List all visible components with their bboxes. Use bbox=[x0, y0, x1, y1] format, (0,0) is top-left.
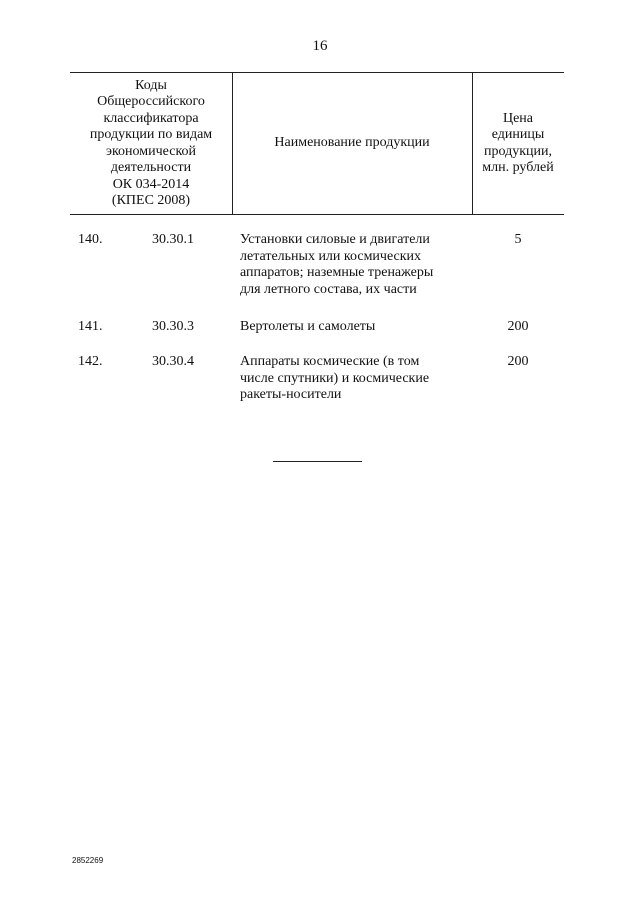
header-price-label: Цена единицы продукции, млн. рублей bbox=[482, 110, 554, 175]
row-code: 30.30.4 bbox=[152, 354, 194, 369]
header-codes-label: Коды Общероссийского классификатора продукции по видам экономической деятельности ОК 034-2014 (КПЕС 2008) bbox=[89, 77, 213, 208]
row-code: 30.30.1 bbox=[152, 232, 194, 247]
row-code: 30.30.3 bbox=[152, 319, 194, 334]
header-codes bbox=[70, 73, 233, 214]
row-number: 142. bbox=[78, 354, 103, 369]
row-price: 5 bbox=[514, 232, 522, 247]
document-code: 2852269 bbox=[72, 856, 104, 865]
row-price: 200 bbox=[507, 354, 529, 369]
end-divider bbox=[273, 461, 362, 462]
table-header bbox=[70, 72, 564, 215]
row-name: Аппараты космические (в том числе спутники) и космические ракеты-носители bbox=[240, 354, 430, 402]
header-name bbox=[232, 73, 473, 214]
header-name-label: Наименование продукции bbox=[274, 135, 430, 151]
row-number: 140. bbox=[78, 232, 103, 247]
header-price bbox=[472, 73, 564, 214]
row-name: Установки силовые и двигатели летательных или космических аппаратов; наземные тренажеры для летного состава, их части bbox=[240, 232, 434, 297]
row-number: 141. bbox=[78, 319, 103, 334]
page-number: 16 bbox=[312, 38, 328, 54]
row-price: 200 bbox=[507, 319, 529, 334]
row-name: Вертолеты и самолеты bbox=[240, 319, 376, 334]
